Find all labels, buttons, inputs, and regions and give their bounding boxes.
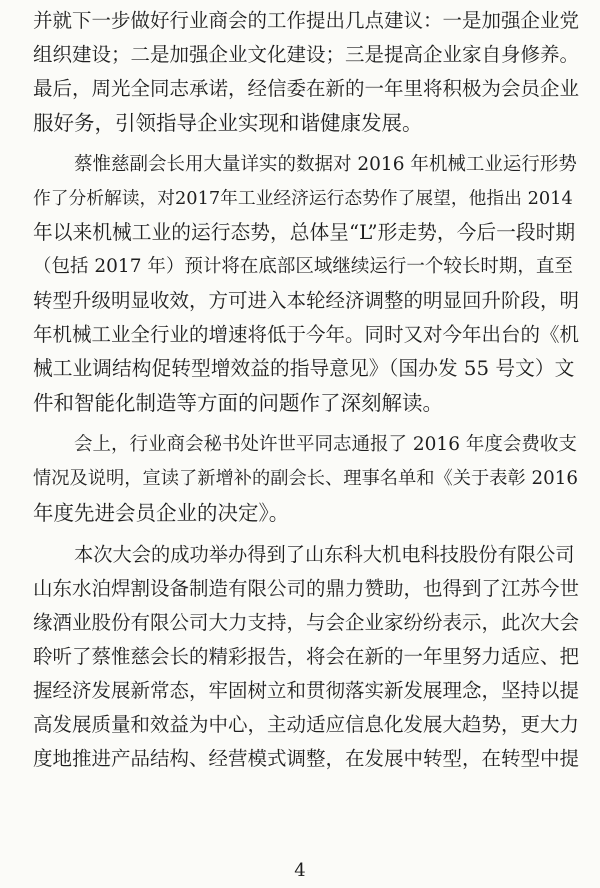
text-line: 情况及说明，宣读了新增补的副会长、理事名单和《关于表彰 2016 [33, 468, 578, 489]
text-line: 组织建设；二是加强企业文化建设；三是提高企业家自身修养。 [33, 43, 580, 66]
text-line: 年度先进会员企业的决定》。 [33, 501, 290, 525]
page-number: 4 [294, 860, 306, 881]
text-line: 聆听了蔡惟慈会长的精彩报告，将会在新的一年里努力适应、把 [33, 645, 580, 668]
text-line: 作了分析解读，对2017年工业经济运行态势作了展望，他指出 2014 [33, 189, 573, 209]
text-line: 山东水泊焊割设备制造有限公司的鼎力赞助，也得到了江苏今世 [33, 577, 580, 600]
text-line: 转型升级明显收效，方可进入本轮经济调整的明显回升阶段，明 [33, 289, 580, 312]
text-line: 年以来机械工业的运行态势，总体呈“L”形走势，今后一段时期 [33, 221, 576, 244]
text-line: （包括 2017 年）预计将在底部区域继续运行一个较长时期，直至 [33, 256, 573, 277]
text-line: 械工业调结构促转型增效益的指导意见》（国办发 55 号文）文 [33, 357, 575, 380]
text-line: 服好务，引领指导企业实现和谐健康发展。 [33, 111, 423, 135]
text-line: 本次大会的成功举办得到了山东科大机电科技股份有限公司 [74, 543, 575, 566]
text-line: 缘酒业股份有限公司大力支持，与会企业家纷纷表示，此次大会 [33, 611, 580, 634]
text-line: 最后，周光全同志承诺，经信委在新的一年里将积极为会员企业 [33, 77, 580, 100]
text-line: 件和智能化制造等方面的问题作了深刻解读。 [33, 391, 443, 415]
text-line: 年机械工业全行业的增速将低于今年。同时又对今年出台的《机 [33, 323, 580, 346]
text-line: 并就下一步做好行业商会的工作提出几点建议：一是加强企业党 [33, 9, 580, 32]
text-line: 握经济发展新常态，牢固树立和贯彻落实新发展理念，坚持以提 [33, 679, 580, 702]
text-line: 蔡惟慈副会长用大量详实的数据对 2016 年机械工业运行形势 [74, 154, 577, 175]
text-line: 高发展质量和效益为中心，主动适应信息化发展大趋势，更大力 [33, 713, 580, 736]
text-line: 会上，行业商会秘书处许世平同志通报了 2016 年度会费收支 [74, 434, 577, 455]
text-line: 度地推进产品结构、经营模式调整，在发展中转型，在转型中提 [33, 747, 580, 770]
